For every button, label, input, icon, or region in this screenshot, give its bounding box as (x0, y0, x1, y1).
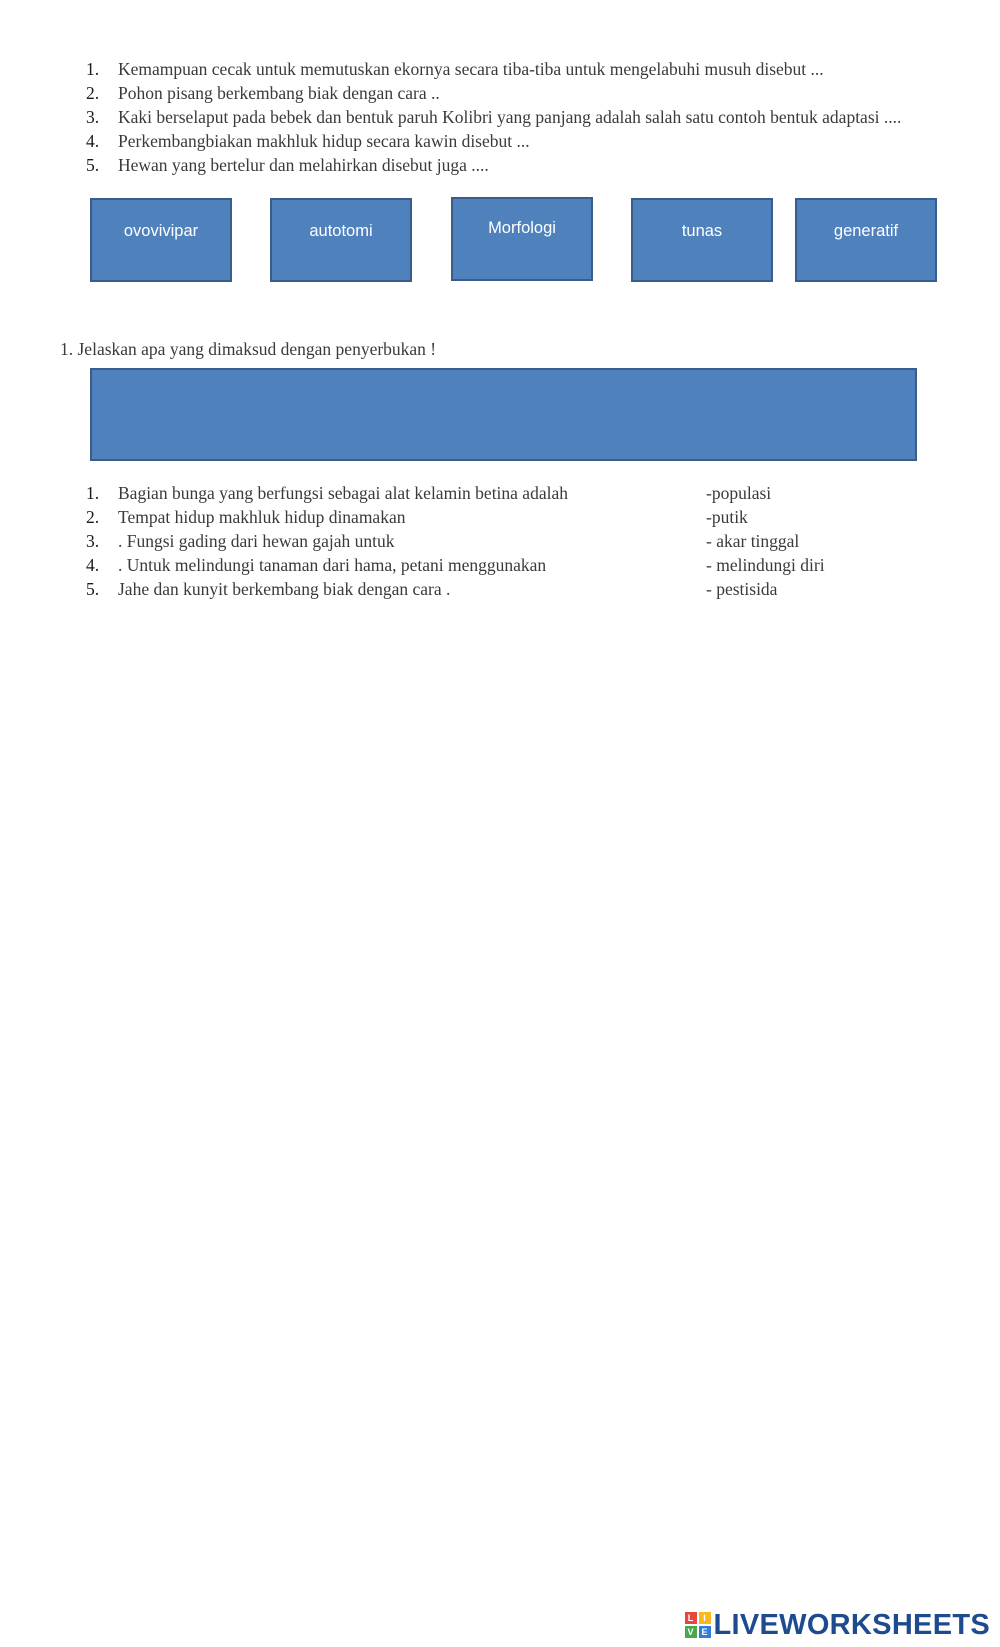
match-option-pestisida[interactable]: - pestisida (706, 579, 778, 599)
answer-box-ovovivipar[interactable]: ovovivipar (90, 198, 232, 282)
live-logo-icon (685, 1612, 711, 1638)
matching-question (86, 529, 966, 553)
match-option-akar-tinggal[interactable]: - akar tinggal (706, 531, 800, 551)
match-option-melindungi-diri[interactable]: - melindungi diri (706, 555, 825, 575)
question-number: 5. (86, 155, 100, 175)
fill-in-question (86, 81, 966, 105)
liveworksheets-logo (685, 1609, 991, 1641)
question-number: 3. (86, 107, 100, 127)
matching-question (86, 577, 966, 601)
essay-answer-input[interactable] (90, 368, 917, 461)
question-text: Kemampuan cecak untuk memutuskan ekornya secara tiba-tiba untuk mengelabuhi musuh disebut ... (118, 59, 824, 79)
answer-box-generatif[interactable]: generatif (795, 198, 937, 282)
question-text: Pohon pisang berkembang biak dengan cara .. (118, 83, 440, 103)
answer-box-autotomi[interactable]: autotomi (270, 198, 412, 282)
question-text: Tempat hidup makhluk hidup dinamakan (118, 507, 406, 527)
fill-in-question (86, 57, 966, 81)
question-text: Perkembangbiakan makhluk hidup secara kawin disebut ... (118, 131, 530, 151)
matching-question (86, 481, 966, 505)
question-text: Jahe dan kunyit berkembang biak dengan cara . (118, 579, 451, 599)
question-number: 3. (86, 531, 100, 551)
question-number: 1. (86, 59, 100, 79)
question-text: . Untuk melindungi tanaman dari hama, petani menggunakan (118, 555, 547, 575)
answer-box-morfologi[interactable]: Morfologi (451, 197, 593, 281)
question-text: Bagian bunga yang berfungsi sebagai alat kelamin betina adalah (118, 483, 568, 503)
matching-question (86, 505, 966, 529)
brand-name: LIVEWORKSHEETS (713, 1608, 990, 1641)
fill-in-question (86, 153, 966, 177)
answer-box-tunas[interactable]: tunas (631, 198, 773, 282)
match-option-populasi[interactable]: -populasi (706, 483, 772, 503)
matching-question (86, 553, 966, 577)
question-number: 2. (86, 83, 100, 103)
logo-letter-i: I (699, 1612, 711, 1624)
essay-question: 1. Jelaskan apa yang dimaksud dengan penyerbukan ! (60, 339, 437, 359)
matching-question-list (86, 481, 966, 601)
question-text: Hewan yang bertelur dan melahirkan disebut juga .... (118, 155, 489, 175)
fill-in-question-list (86, 57, 966, 177)
question-text: Kaki berselaput pada bebek dan bentuk paruh Kolibri yang panjang adalah salah satu contoh bentuk adaptasi .... (118, 107, 902, 127)
question-number: 4. (86, 131, 100, 151)
logo-letter-e: E (699, 1626, 711, 1638)
question-number: 5. (86, 579, 100, 599)
logo-letter-v: V (685, 1626, 697, 1638)
question-number: 1. (86, 483, 100, 503)
question-text: . Fungsi gading dari hewan gajah untuk (118, 531, 395, 551)
match-option-putik[interactable]: -putik (706, 507, 748, 527)
question-number: 2. (86, 507, 100, 527)
fill-in-question (86, 129, 966, 153)
question-number: 4. (86, 555, 100, 575)
logo-letter-l: L (685, 1612, 697, 1624)
fill-in-question (86, 105, 966, 129)
